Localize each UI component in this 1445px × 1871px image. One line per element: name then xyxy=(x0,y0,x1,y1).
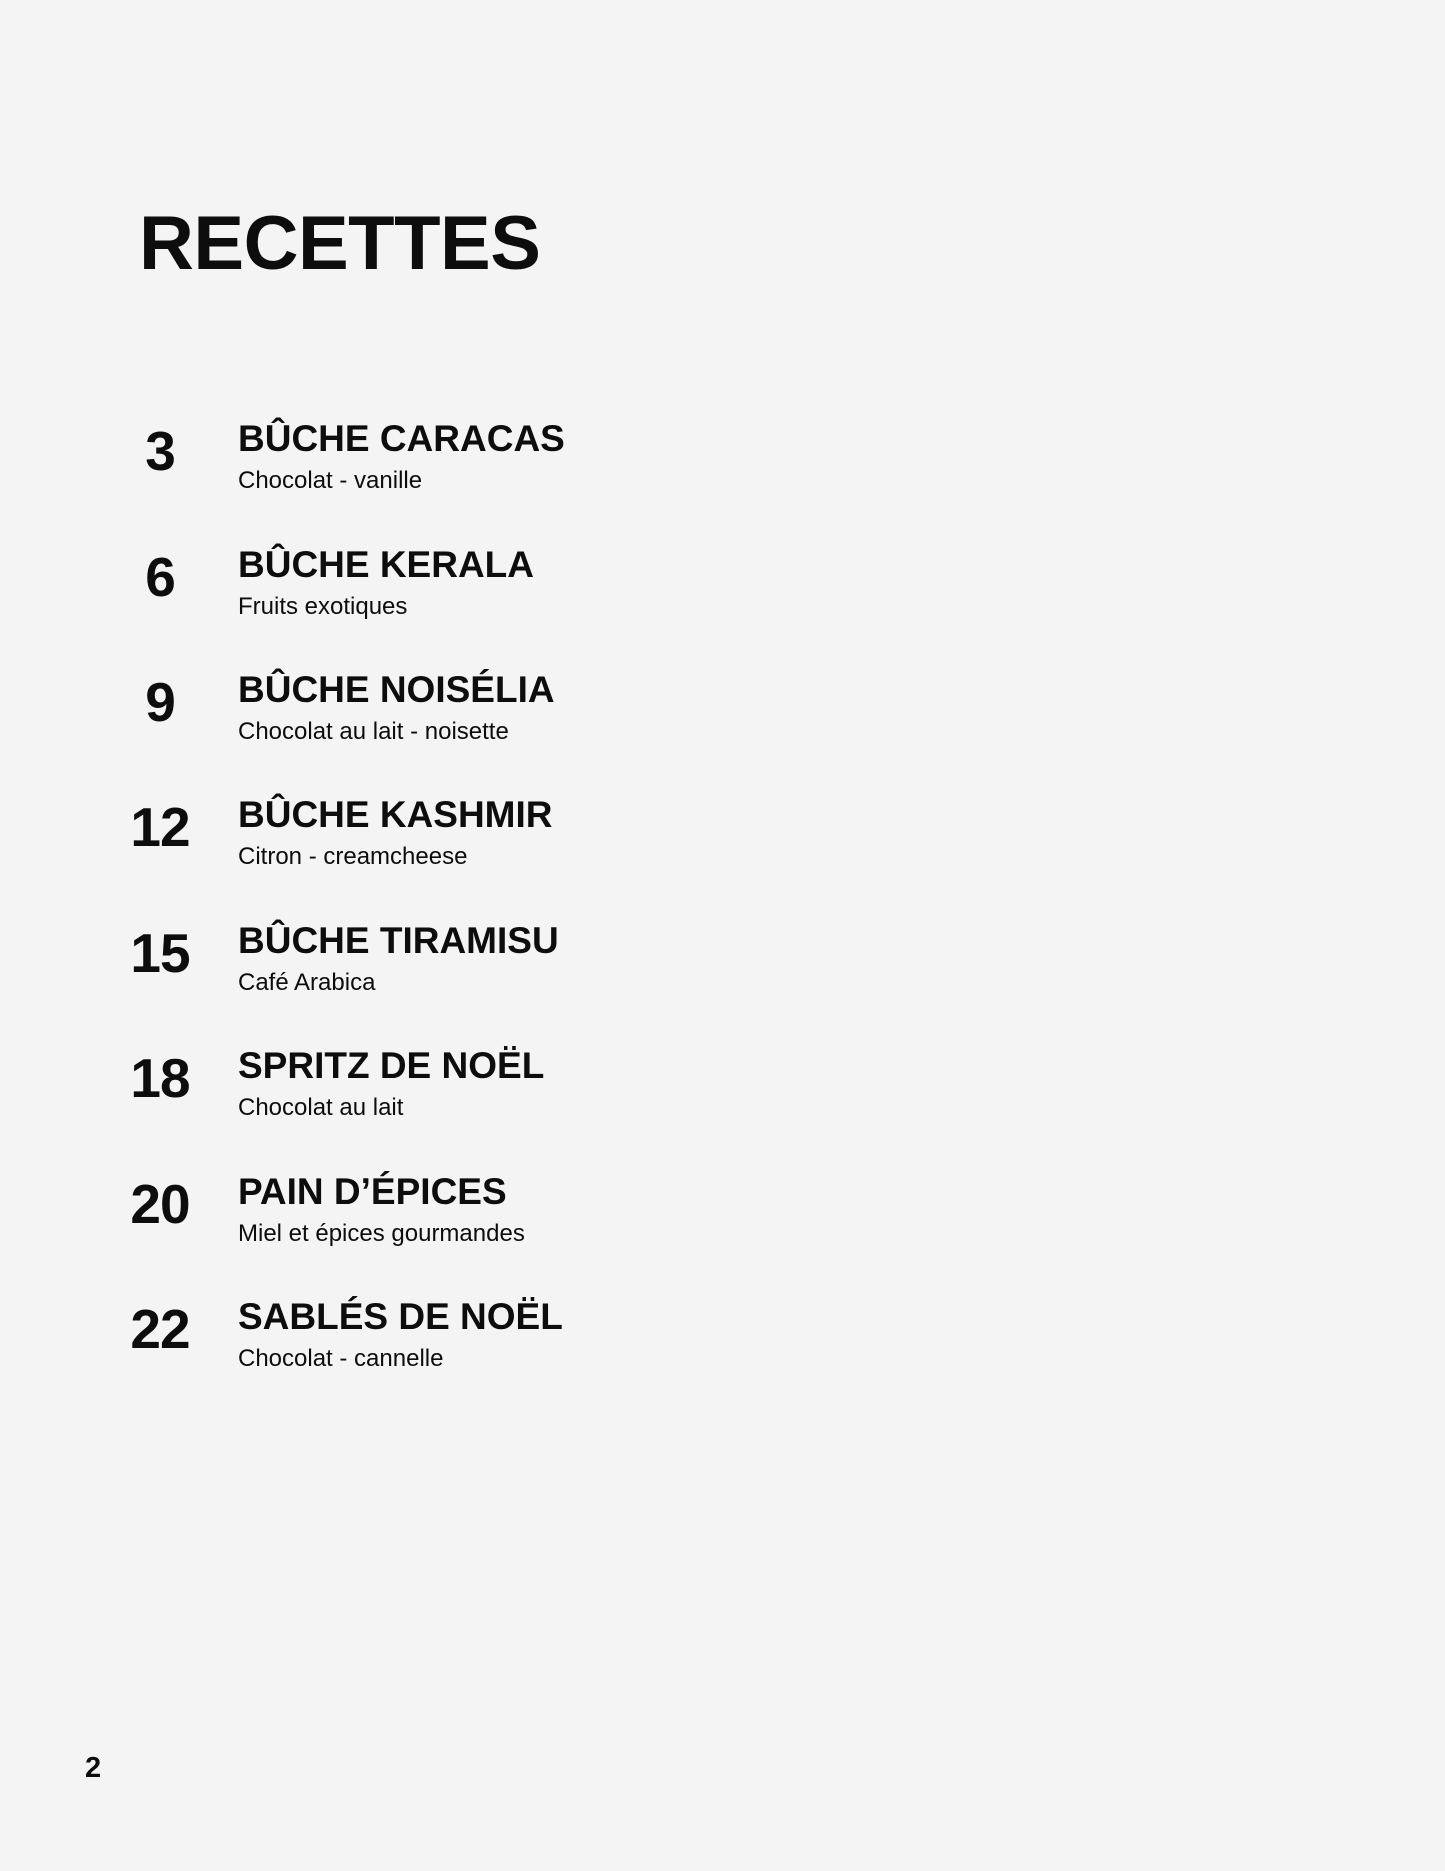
toc-entry-buche-noiselia[interactable] xyxy=(0,669,800,775)
toc-recipe-title: BÛCHE CARACAS xyxy=(238,418,565,459)
toc-recipe-title: SABLÉS DE NOËL xyxy=(238,1296,563,1337)
toc-recipe-subtitle: Citron - creamcheese xyxy=(238,843,468,870)
toc-recipe-subtitle: Café Arabica xyxy=(238,969,376,996)
toc-recipe-title: BÛCHE KASHMIR xyxy=(238,794,553,835)
toc-recipe-title: SPRITZ DE NOËL xyxy=(238,1045,545,1086)
toc-recipe-title: BÛCHE KERALA xyxy=(238,544,534,585)
toc-entry-pain-d-epices[interactable] xyxy=(0,1171,800,1277)
toc-entry-buche-caracas[interactable] xyxy=(0,418,800,524)
toc-page-number: 15 xyxy=(130,922,190,984)
toc-recipe-title: BÛCHE NOISÉLIA xyxy=(238,669,555,710)
toc-entry-buche-kerala[interactable] xyxy=(0,544,800,650)
toc-entry-buche-kashmir[interactable] xyxy=(0,794,800,900)
page-number: 2 xyxy=(85,1752,102,1784)
toc-page-number: 12 xyxy=(130,796,190,858)
toc-recipe-subtitle: Chocolat - cannelle xyxy=(238,1345,444,1372)
page-title: RECETTES xyxy=(139,201,541,286)
toc-recipe-subtitle: Chocolat au lait - noisette xyxy=(238,718,509,745)
toc-page-number: 18 xyxy=(130,1047,190,1109)
toc-recipe-title: BÛCHE TIRAMISU xyxy=(238,920,559,961)
toc-page-number: 3 xyxy=(145,420,175,482)
toc-recipe-subtitle: Chocolat - vanille xyxy=(238,467,423,494)
toc-recipe-subtitle: Chocolat au lait xyxy=(238,1094,404,1121)
toc-entry-buche-tiramisu[interactable] xyxy=(0,920,800,1026)
toc-recipe-title: PAIN D’ÉPICES xyxy=(238,1171,507,1212)
toc-recipe-subtitle: Fruits exotiques xyxy=(238,593,408,620)
toc-page-number: 22 xyxy=(130,1298,190,1360)
toc-page-number: 6 xyxy=(145,546,175,608)
toc-page-number: 9 xyxy=(145,671,175,733)
toc-entry-spritz-de-noel[interactable] xyxy=(0,1045,800,1151)
toc-recipe-subtitle: Miel et épices gourmandes xyxy=(238,1220,525,1247)
toc-page-number: 20 xyxy=(130,1173,190,1235)
toc-entry-sables-de-noel[interactable] xyxy=(0,1296,800,1402)
